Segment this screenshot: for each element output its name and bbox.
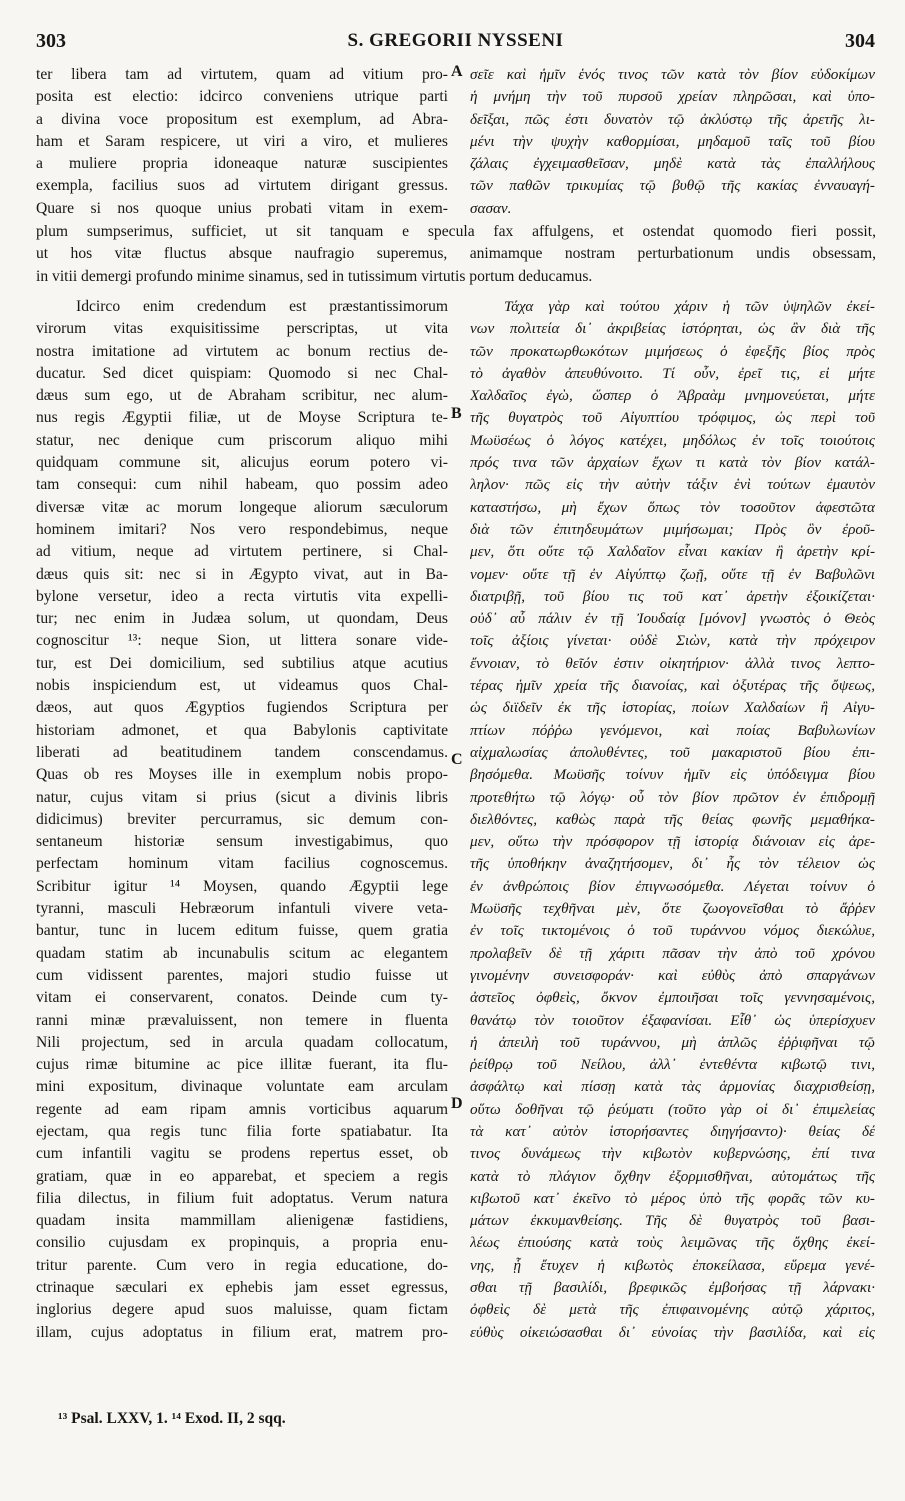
latin-main-line: ranni minæ prævaluissent, non temere in fluenta <box>36 1011 448 1029</box>
page-number-left: 303 <box>36 30 66 52</box>
latin-main-line: tur, est Dei domicilium, sed subtilius atque acutius <box>36 654 448 672</box>
greek-column-top <box>470 64 875 220</box>
greek-main-line: τῶν προκατωρθωκότων μιμήσεως ὁ ἐφεξῆς βίος πρὸς <box>470 342 875 360</box>
greek-main-line: τέρας ἡμῖν χρεία τῆς διανοίας, καὶ ὀξυτέρας τῆς ὄψεως, <box>470 677 875 695</box>
latin-main-line: Nili projectum, sed in arcula quadam collocatum, <box>36 1033 448 1051</box>
greek-main-line: ἀσφάλτῳ καὶ πίσσῃ κατὰ τὰς ἁρμονίας διαχρισθείσῃ, <box>470 1078 875 1096</box>
greek-main-line: σθαι τῇ βασιλίδι, βρεφικῶς ἐμβοήσας τῇ λάρνακι· <box>470 1279 875 1297</box>
latin-main-line: ctrinaque sæculari ex ephebis jam esset egressus, <box>36 1279 448 1297</box>
footnotes: ¹³ Psal. LXXV, 1. ¹⁴ Exod. II, 2 sqq. <box>58 1410 286 1427</box>
greek-main-line: καταστήσω, μὴ ἔχων ὅπως τὸν τοσοῦτον ἀφεστῶτα <box>470 498 875 516</box>
greek-top-line: σασαν. <box>470 199 512 217</box>
margin-letter-d: D <box>451 1095 463 1112</box>
greek-main-line: μεν, οὕτω τὴν πρόσφορον τῇ ἱστορίᾳ διάνοιαν εἰς ἀρε- <box>470 833 875 851</box>
latin-main-line: perfectam hominum vitam facilius cognoscemus. <box>36 855 448 873</box>
latin-main-line: virorum vitas exquisitissime perscriptas, ut vita <box>36 320 448 338</box>
greek-main-line: Μωϋσῆς τεχθῆναι μὲν, ὅτε ζωογονεῖσθαι τὸ ἄῤῥεν <box>470 900 875 918</box>
latin-main-line: tyranni, masculi Hebræorum infantuli vivere veta- <box>36 900 448 918</box>
latin-main-line: quadam insita mammillam alienigenæ fastidiens, <box>36 1212 448 1230</box>
latin-main-line: hominem imitari? Nos vero respondebimus, neque <box>36 520 448 538</box>
greek-main-line: νης, ᾗ ἔτυχεν ἡ κιβωτὸς ἐποκείλασα, εὕρεμα γενέ- <box>470 1256 875 1274</box>
latin-main-line: Quas ob res Moyses ille in exemplum nobis propo- <box>36 766 448 784</box>
latin-main-line: inglorius degere apud suos maluisse, quam fictam <box>36 1301 448 1319</box>
running-title: S. GREGORII NYSSENI <box>347 30 564 51</box>
latin-main-line: cum infantili vagitu se prodens repertus esset, ob <box>36 1145 448 1163</box>
latin-main-line: illam, cujus adoptatus in filium erat, matrem pro- <box>36 1323 448 1341</box>
latin-column-main <box>36 296 448 1344</box>
greek-top-line: τῶν παθῶν τρικυμίας τῷ βυθῷ τῆς κακίας ἐνναυαγή- <box>470 177 875 195</box>
greek-main-line: εὐθὺς οἰκειώσασθαι δι᾽ εὐνοίας τὴν βασιλίδα, καὶ εἰς <box>470 1323 875 1341</box>
latin-main-line: Idcirco enim credendum est præstantissimorum <box>76 298 448 315</box>
greek-main-line: προτεθήτω τῷ λόγῳ· οὗ τὸν βίον πρῶτον ἐν ἐπιδρομῇ <box>470 788 875 806</box>
margin-letter-a: A <box>451 63 463 80</box>
latin-main-line: nobis inspiciendum est, ut videamus quos Chal- <box>36 677 448 695</box>
latin-main-line: dæos, aut quos Ægyptios fugiendos Scriptura per <box>36 699 448 717</box>
greek-main-line: νομεν· οὔτε τῇ ἐν Αἰγύπτῳ ζωῇ, οὔτε τῇ ἐν Βαβυλῶνι <box>470 565 875 583</box>
running-header <box>36 30 875 58</box>
latin-main-line: nus regis Ægyptii filiæ, ut de Moyse Scriptura te- <box>36 409 448 427</box>
greek-main-line: προλαβεῖν δὲ τῇ χάριτι πᾶσαν τὴν ἀπὸ τοῦ χρόνου <box>470 944 875 962</box>
latin-main-line: filia dilectus, in filium fuit adoptatus. Verum natura <box>36 1189 448 1207</box>
greek-main-line: πτίων πόῤῥω γενόμενοι, καὶ ποίας Βαβυλωνίων <box>470 721 875 739</box>
margin-letter-b: B <box>451 405 462 422</box>
latin-main-line: statur, nec denique cum priscorum aliquo mihi <box>36 431 448 449</box>
latin-main-line: gratiam, quæ in eo apparebat, et speciem a regis <box>36 1167 448 1185</box>
greek-main-line: Τάχα γὰρ καὶ τούτου χάριν ἡ τῶν ὑψηλῶν ἐκεί- <box>504 298 875 315</box>
greek-main-line: ὀφθεὶς δὲ μετὰ τῆς ἐπιφαινομένης αὐτῷ χάριτος, <box>470 1301 875 1319</box>
greek-main-line: διατριβῇ, τοῦ βίου τις τοῦ κατ᾽ ἀρετὴν ἐξοικίζεται· <box>470 587 875 605</box>
greek-top-line: σεῖε καὶ ἡμῖν ἑνός τινος τῶν κατὰ τὸν βίον εὐδοκίμων <box>470 66 875 83</box>
latin-full-line: plum sumpserimus, sufficiet, ut sit tanquam e specula fax affulgens, et ostendat quomodo fieri possit, <box>36 223 876 240</box>
greek-main-line: τινος δυνάμεως τὴν κιβωτὸν κυβερνώσης, ἐπί τινα <box>470 1145 875 1163</box>
latin-main-line: cum vidissent parentes, majori studio fuisse ut <box>36 966 448 984</box>
greek-main-line: μάτων ἐκκυμανθείσης. Τῆς δὲ θυγατρὸς τοῦ βασι- <box>470 1212 875 1230</box>
latin-main-line: consilio cujusdam ex propinquis, a propria enu- <box>36 1234 448 1252</box>
latin-main-line: sentaneum historiæ sensum investigabimus, quo <box>36 833 448 851</box>
latin-main-line: Scribitur igitur ¹⁴ Moysen, quando Ægyptii lege <box>36 877 448 895</box>
greek-main-line: ἀστεῖος ὀφθεὶς, ὄκνον ἐμποιῆσαι τοῖς γεννησαμένοις, <box>470 989 875 1007</box>
latin-top-line: Quare si nos quoque unius probati vitam in exem- <box>36 199 448 217</box>
latin-main-line: quidquam commune sit, alicujus eorum potero vi- <box>36 454 448 472</box>
latin-top-line: exempla, facilius suos ad virtutem dirigant gressus. <box>36 177 448 195</box>
latin-main-line: cujus rimæ bitumine ac pice illitæ fuerant, ita flu- <box>36 1056 448 1074</box>
latin-main-line: diversæ vitæ ac morum longeque aliorum sæculorum <box>36 498 448 516</box>
greek-main-line: κατὰ τὸ πλάγιον ὄχθην ἐξορμισθῆναι, αὐτομάτως τῆς <box>470 1167 875 1185</box>
page-number-right: 304 <box>845 30 875 52</box>
greek-main-line: μεν, ὅτι οὔτε τῷ Χαλδαῖον εἶναι κακίαν ἢ ἀρετὴν κρί- <box>470 543 875 561</box>
latin-main-line: tritur parente. Cum vero in regia educatione, do- <box>36 1256 448 1274</box>
latin-main-line: tur; nec enim in Judæa solum, ut quondam, Deus <box>36 610 448 628</box>
latin-top-line: ter libera tam ad virtutem, quam ad vitium pro- <box>36 66 448 83</box>
greek-column-main <box>470 296 875 1344</box>
latin-main-line: didicimus) breviter percurramus, sic demum con- <box>36 810 448 828</box>
greek-main-line: θανάτῳ τὸν τοιοῦτον ἐξαφανίσαι. Εἶθ᾽ ὡς ὑπερίσχυεν <box>470 1011 875 1029</box>
greek-top-line: δεῖξαι, πῶς ἐστι δυνατὸν τῷ ἀκλύστῳ τῆς ἀρετῆς λι- <box>470 110 875 128</box>
latin-full-line: ut hos vitæ fluctus absque naufragio superemus, animamque nostram perturbationum undis obsessam, <box>36 245 876 263</box>
greek-main-line: τὸ ἀγαθὸν ἀπευθύνοιτο. Τί οὖν, ἐρεῖ τις, εἰ μήτε <box>470 364 875 382</box>
greek-main-line: διελθόντες, καθὼς παρὰ τῆς θείας φωνῆς μεμαθήκα- <box>470 810 875 828</box>
greek-main-line: ἐν ἀνθρώποις βίον ἐπιγνωσόμεθα. Λέγεται τοίνυν ὁ <box>470 877 875 895</box>
greek-top-line: ζάλαις ἐγχειμασθεῖσαν, μηδὲ κατὰ τὰς ἐπαλλήλους <box>470 155 875 173</box>
latin-main-line: mini expositum, divinaque voluntate eam arculam <box>36 1078 448 1096</box>
latin-main-line: ad vitium, neque ad virtutem pertinere, si Chal- <box>36 543 448 561</box>
greek-main-line: γινομένην συνεισφοράν· καὶ εὐθὺς ἀπὸ σπαργάνων <box>470 966 875 984</box>
greek-top-line: μένι τὴν ψυχὴν καθορμίσαι, μηδαμοῦ ταῖς τοῦ βίου <box>470 132 875 150</box>
latin-main-line: quadam statim ab incunabulis scitum ac elegantem <box>36 944 448 962</box>
greek-main-line: διὰ τῶν ἐπιτηδευμάτων μιμήσωμαι; Πρὸς ὃν ἐροῦ- <box>470 520 875 538</box>
latin-main-line: regente ad eam ripam amnis vorticibus aquarum <box>36 1100 448 1118</box>
latin-main-line: cognoscitur ¹³: neque Sion, ut littera sonare vide- <box>36 632 448 650</box>
greek-main-line: ἔννοιαν, τὸ θεῖόν ἐστιν οἰκητήριον· ἀλλὰ τινος λεπτο- <box>470 654 875 672</box>
latin-top-line: a divina voce propositum est exemplum, ad Abra- <box>36 110 448 128</box>
margin-letter-c: C <box>451 751 463 768</box>
greek-top-line: ἡ μνήμη τὴν τοῦ πυρσοῦ χρείαν πληρῶσαι, καὶ ὑπο- <box>470 88 875 106</box>
latin-main-line: dæus sum ego, ut de Abraham scribitur, nec alum- <box>36 387 448 405</box>
greek-main-line: αἰχμαλωσίας ἀπολυθέντες, τοῦ μακαριστοῦ βίου ἐπι- <box>470 743 875 761</box>
greek-main-line: οὕτω δοθῆναι τῷ ῥεύματι (τοῦτο γὰρ οἱ δι᾽ ἐπιμελείας <box>470 1100 875 1118</box>
latin-main-line: ducatur. Sed dicet quispiam: Quomodo si nec Chal- <box>36 364 448 382</box>
latin-top-line: posita est electio: idcirco conveniens utrique parti <box>36 88 448 106</box>
latin-full-width-lines <box>36 221 876 288</box>
greek-main-line: ἐν τοῖς τικτομένοις ὁ τοῦ τυράννου νόμος διεκώλυε, <box>470 922 875 940</box>
latin-main-line: bantur, tunc in lucem editum fuisse, quem gratia <box>36 922 448 940</box>
greek-main-line: ἡ ἀπειλὴ τοῦ τυράννου, μὴ ἁπλῶς ἐῤῥιφῆναι τῷ <box>470 1033 875 1051</box>
greek-main-line: λέως ἐπιούσης κατὰ τοὺς λειμῶνας τῆς ὄχθης ἐκεί- <box>470 1234 875 1252</box>
latin-main-line: dæus quis sit: nec si in Ægypto vivat, aut in Ba- <box>36 565 448 583</box>
latin-column-top <box>36 64 448 220</box>
greek-main-line: τὰ κατ᾽ αὐτὸν ἱστορήσαντες διηγήσαντο)· θείας δέ <box>470 1122 875 1140</box>
latin-main-line: historiam admonet, et qua Babylonis captivitate <box>36 721 448 739</box>
latin-top-line: ham et Saram respicere, ut viri a viro, et mulieres <box>36 132 448 150</box>
greek-main-line: ὡς διϊδεῖν ἐκ τῆς ἱστορίας, ποίων Χαλδαίων ἢ Αἰγυ- <box>470 699 875 717</box>
greek-main-line: τοῖς ἀξίοις γίνεται· οὐδὲ Σιὼν, κατὰ τὴν πρόχειρον <box>470 632 875 650</box>
greek-main-line: τῆς ὑποθήκην ἀναζητήσομεν, δι᾽ ἧς τὸν τέλειον ὡς <box>470 855 875 873</box>
latin-full-line: in vitii demergi profundo minime sinamus, sed in tutissimum virtutis portum deducamus. <box>36 267 593 285</box>
latin-top-line: a muliere propria idoneaque naturæ suscipientes <box>36 155 448 173</box>
greek-main-line: ῥείθρῳ τοῦ Νείλου, ἀλλ᾽ ἐντεθέντα κιβωτῷ τινι, <box>470 1056 875 1074</box>
greek-main-line: Χαλδαῖος ἐγὼ, ὥσπερ ὁ Ἀβραὰμ μνημονεύεται, μήτε <box>470 387 875 405</box>
latin-main-line: tam consequi: cum nihil habeam, quo possim adeo <box>36 476 448 494</box>
latin-main-line: ejectam, qua regis tunc filia forte spatiabatur. Ita <box>36 1122 448 1140</box>
greek-main-line: βησόμεθα. Μωϋσῆς τοίνυν ἡμῖν εἰς ὑπόδειγμα βίου <box>470 766 875 784</box>
latin-main-line: vitam ei conservarent, conatos. Deinde cum ty- <box>36 989 448 1007</box>
greek-main-line: κιβωτοῦ κατ᾽ ἐκεῖνο τὸ μέρος ὑπὸ τῆς φορᾶς τῶν κυ- <box>470 1189 875 1207</box>
latin-main-line: liberati ad beatitudinem tandem conscendamus. <box>36 743 448 761</box>
latin-main-line: bylone versetur, ideo a recta virtutis vita expelli- <box>36 587 448 605</box>
greek-main-line: νων πολιτεία δι᾽ ἀκριβείας ἱστόρηται, ὡς ἂν διὰ τῆς <box>470 320 875 338</box>
greek-main-line: Μωϋσέως ὁ λόγος κατέχει, μηδόλως ἐν τοῖς τοιούτοις <box>470 431 875 449</box>
latin-main-line: nostra imitatione ad virtutem ac bonum rectius de- <box>36 342 448 360</box>
greek-main-line: τῆς θυγατρὸς τοῦ Αἰγυπτίου τρόφιμος, ὡς περὶ τοῦ <box>470 409 875 427</box>
greek-main-line: ληλον· πῶς εἰς τὴν αὐτὴν τάξιν ἑνὶ τούτων ἐμαυτὸν <box>470 476 875 494</box>
greek-main-line: πρός τινα τῶν ἀρχαίων ἔχων τι κατὰ τὸν βίον κατάλ- <box>470 454 875 472</box>
latin-main-line: natur, cujus vitam si prius (sicut a divinis libris <box>36 788 448 806</box>
greek-main-line: οὐδ᾽ αὖ πάλιν ἐν τῇ Ἰουδαίᾳ [μόνον] γνωστὸς ὁ Θεὸς <box>470 610 875 628</box>
